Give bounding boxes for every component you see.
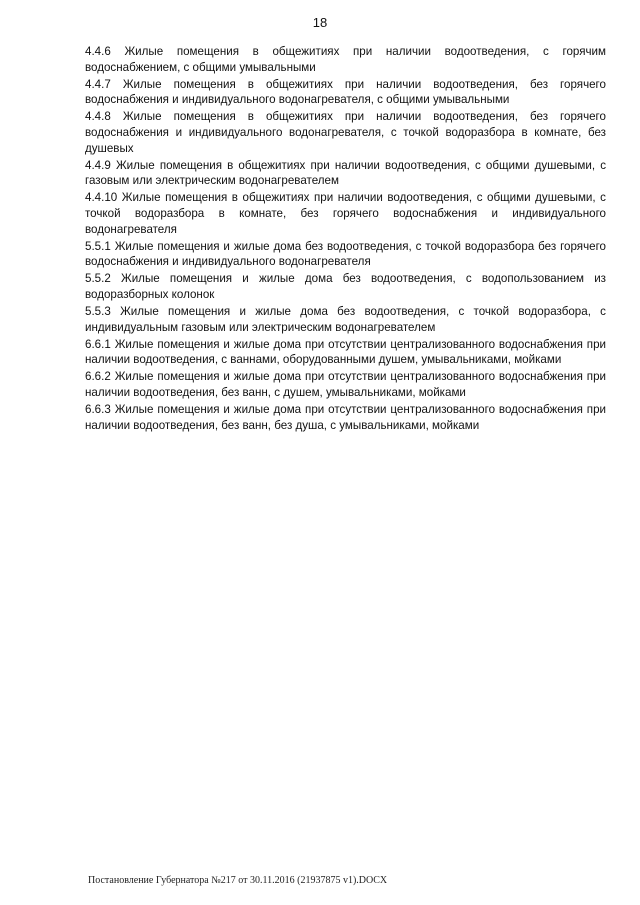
list-item (85, 190, 606, 237)
list-item (85, 109, 606, 156)
list-item (85, 239, 606, 270)
entry-code: 4.4.9 (85, 158, 111, 172)
entry-text: Жилые помещения в общежитиях при наличии водоотведения, с горячим водоснабжением, с общими умывальными (85, 45, 606, 74)
entry-code: 4.4.8 (85, 110, 111, 124)
entry-text: Жилые помещения в общежитиях при наличии водоотведения, без горячего водоснабжения и индивидуального водонагревателя, с точкой водоразбора в комнате, без душевых (85, 110, 606, 155)
entry-list (85, 44, 606, 435)
entry-text: Жилые помещения и жилые дома без водоотведения, с точкой водоразбора без горячего водоснабжения и индивидуального водонагревателя (85, 239, 606, 269)
entry-code: 4.4.7 (85, 77, 111, 91)
list-item (85, 77, 606, 108)
entry-code: 5.5.2 (85, 272, 111, 286)
list-item (85, 402, 606, 433)
entry-text: Жилые помещения и жилые дома при отсутствии централизованного водоснабжения при наличии водоотведения, без ванн, без душа, с умывальниками, мойками (85, 403, 606, 432)
list-item (85, 158, 606, 189)
entry-code: 6.6.3 (85, 403, 111, 417)
list-item (85, 304, 606, 335)
entry-text: Жилые помещения и жилые дома без водоотведения, с точкой водоразбора, с индивидуальным газовым или электрическим водонагревателем (85, 305, 606, 334)
entry-text: Жилые помещения и жилые дома при отсутствии централизованного водоснабжения при наличии водоотведения, с ваннами, оборудованными душем, умывальниками, мойками (85, 337, 606, 367)
entry-text: Жилые помещения в общежитиях при наличии водоотведения, без горячего водоснабжения и индивидуального водонагревателя, с общими умывальными (85, 77, 606, 107)
list-item (85, 369, 606, 400)
entry-code: 5.5.1 (85, 239, 111, 253)
page-number: 18 (312, 15, 328, 30)
entry-text: Жилые помещения в общежитиях при наличии водоотведения, с общими душевыми, с точкой водоразбора в комнате, без горячего водоснабжения и индивидуального водонагревателя (85, 191, 606, 236)
list-item (85, 271, 606, 302)
entry-text: Жилые помещения и жилые дома без водоотведения, с водопользованием из водоразборных колонок (85, 272, 606, 301)
entry-text: Жилые помещения в общежитиях при наличии водоотведения, с общими душевыми, с газовым или электрическим водонагревателем (85, 158, 606, 188)
entry-text: Жилые помещения и жилые дома при отсутствии централизованного водоснабжения при наличии водоотведения, без ванн, с душем, умывальниками, мойками (85, 370, 606, 399)
entry-code: 6.6.2 (85, 370, 111, 384)
document-footer: Постановление Губернатора №217 от 30.11.2016 (21937875 v1).DOCX (88, 875, 388, 886)
entry-code: 6.6.1 (85, 337, 111, 351)
entry-code: 4.4.6 (85, 45, 111, 58)
list-item (85, 44, 606, 75)
entry-code: 4.4.10 (85, 191, 118, 205)
entry-code: 5.5.3 (85, 305, 111, 318)
list-item (85, 337, 606, 368)
